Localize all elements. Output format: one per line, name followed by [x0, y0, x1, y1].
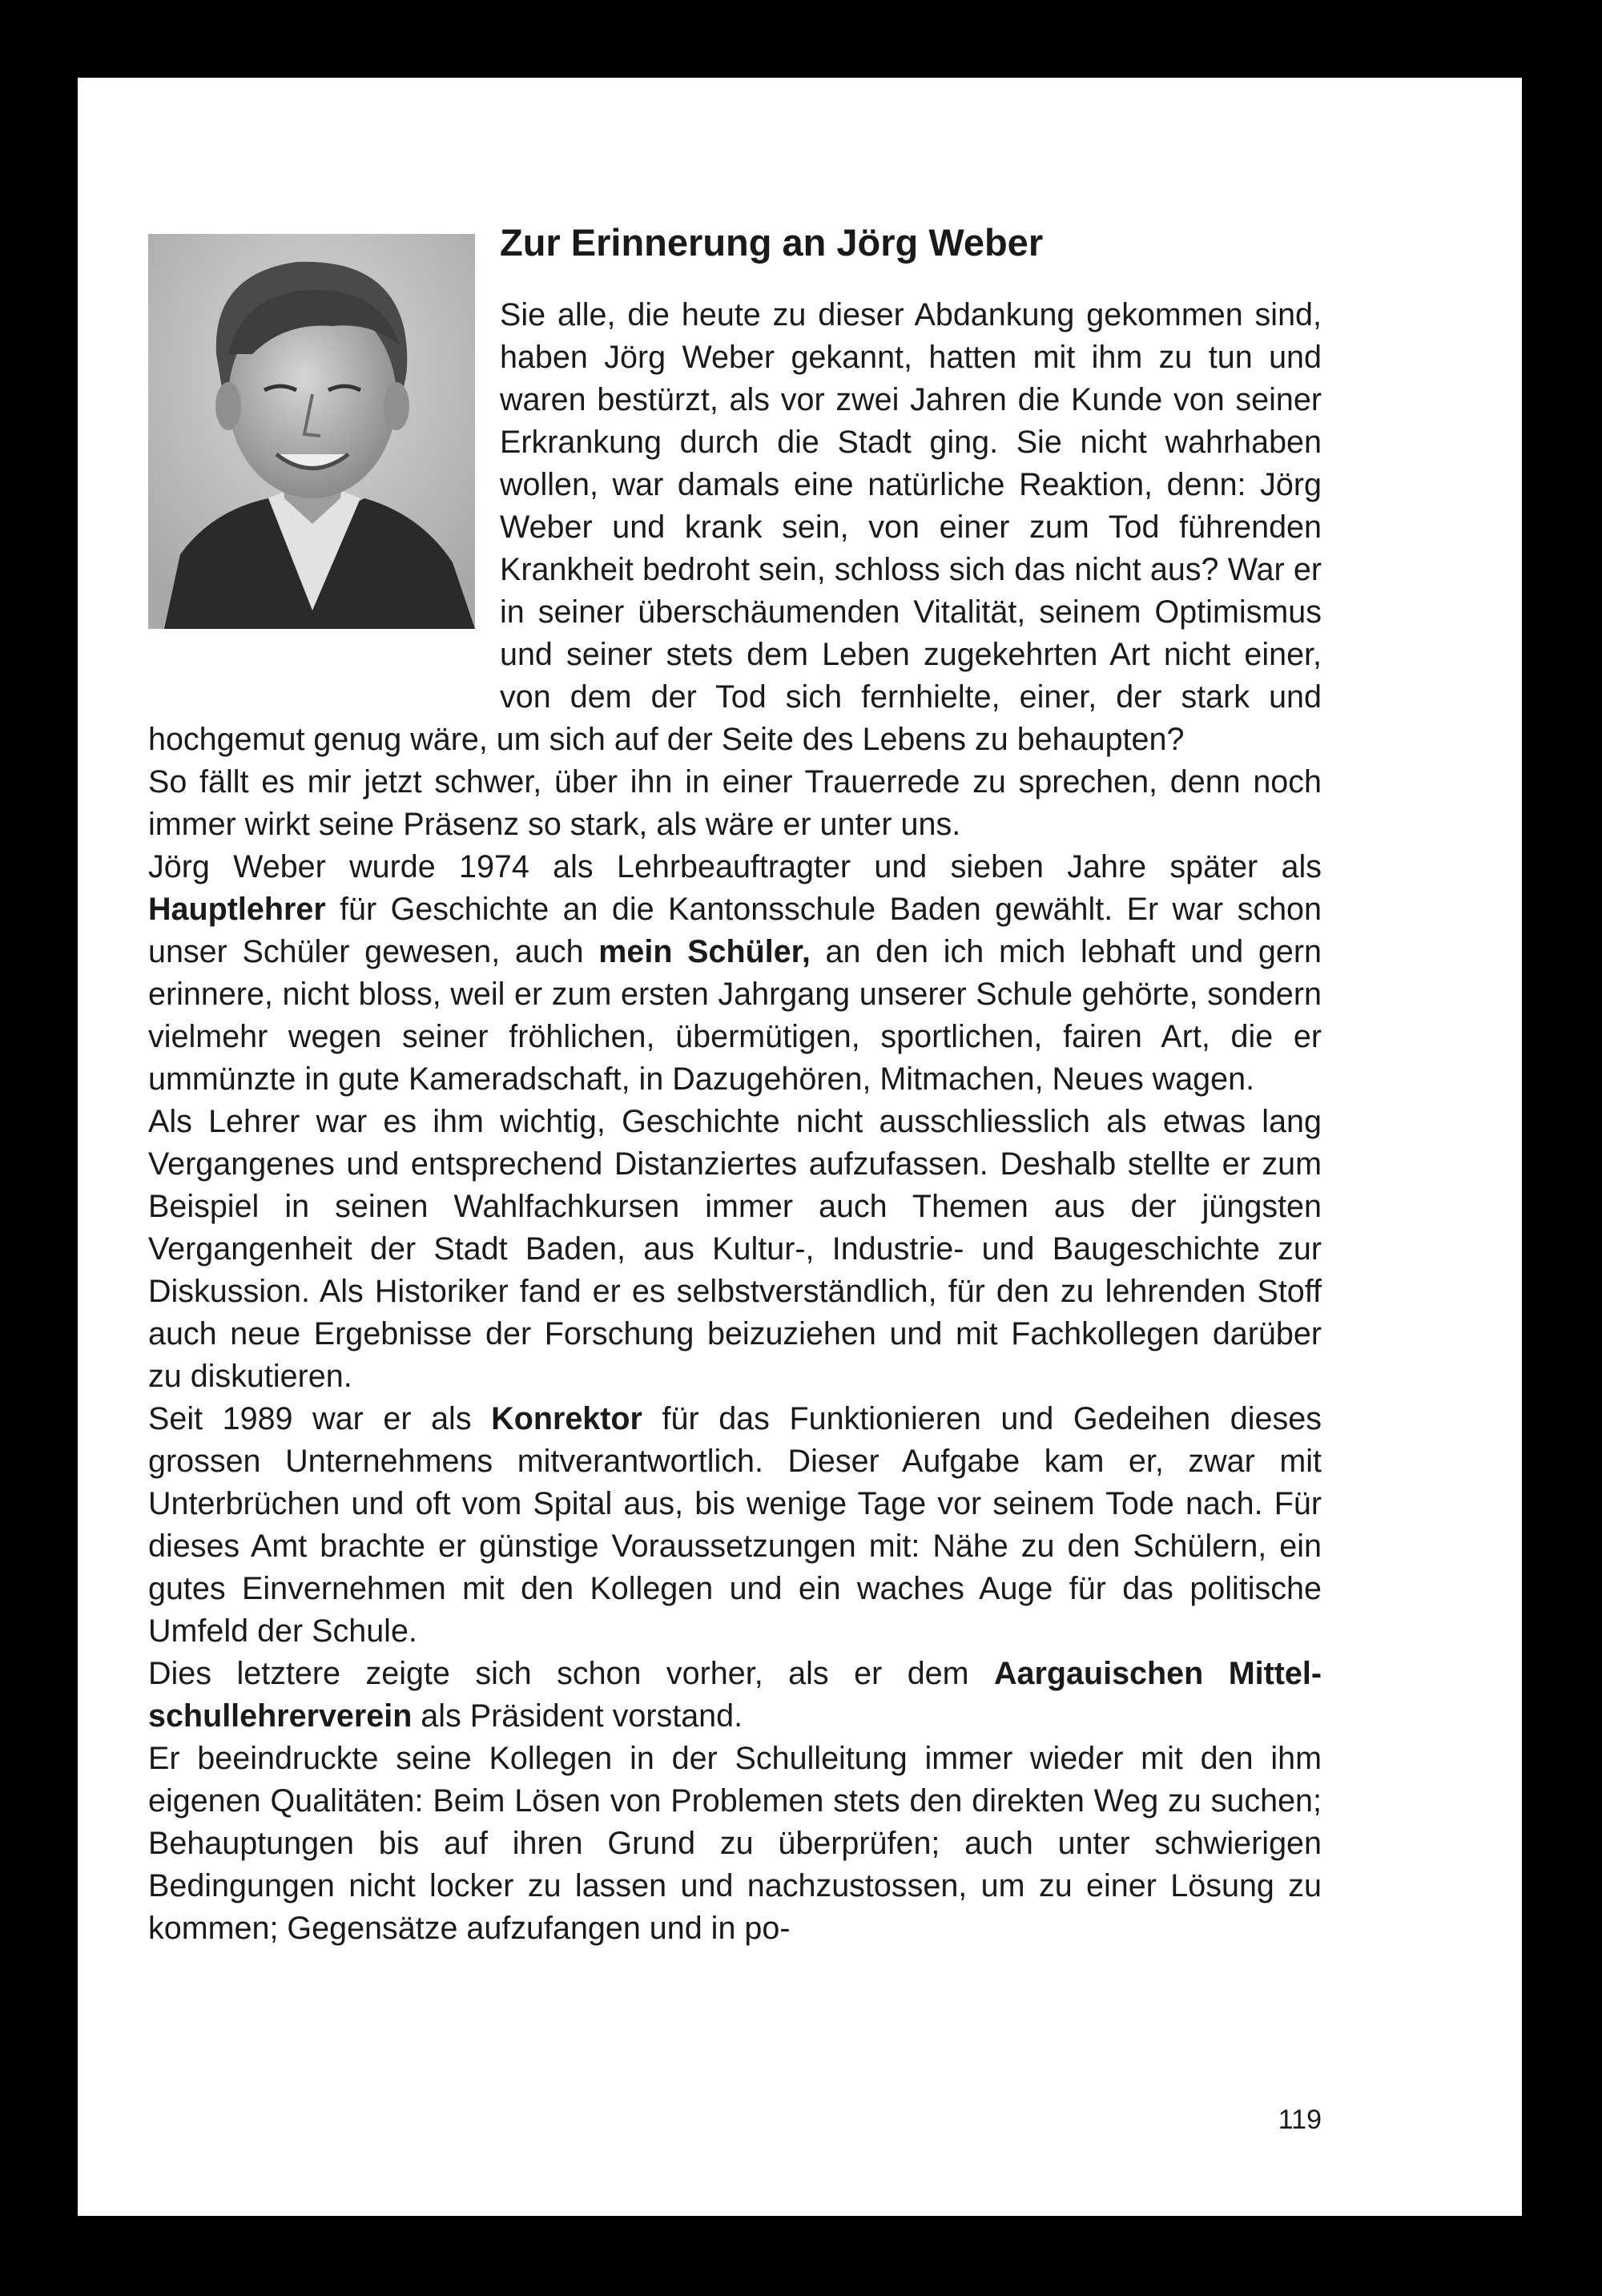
- paragraph-7: Er beeindruckte seine Kollegen in der Schulleitung immer wieder mit den ihm eigenen Qualitäten: Beim Lösen von Problemen stets den direkten Weg zu suchen; Behauptungen bis auf ihren Grund zu überprüfen; auch unter schwierigen Bedingungen nicht locker zu lassen und nachzustossen, um zu einer Lösung zu kommen; Gegensätze aufzufangen und in po-: [148, 1741, 1322, 1946]
- paragraph-3-text-d: an den ich mich lebhaft und gern erinnere, nicht bloss, weil er zum ersten Jahrgang unserer Schule gehörte, sondern vielmehr wegen seiner fröhlichen, übermütigen, sportlichen, fairen Art, die er ummünzte in gute Kameradschaft, in Dazugehören, Mitmachen, Neues wagen.: [148, 934, 1322, 1097]
- paragraph-6: [148, 1653, 1322, 1738]
- paragraph-2: So fällt es mir jetzt schwer, über ihn in einer Trauerrede zu sprechen, denn noch immer wirkt seine Präsenz so stark, als wäre er unter uns.: [148, 764, 1322, 842]
- photo-wrap-spacer: [148, 294, 500, 719]
- paragraph-3: [148, 846, 1322, 1101]
- paragraph-5-text-c: für das Funktionieren und Gedeihen dieses grossen Unternehmens mitverantwortlich. Dieser Aufgabe kam er, zwar mit Unterbrüchen und oft vom Spital aus, bis wenige Tage vor seinem Tode nach. Für dieses Amt brachte er günstige Voraussetzungen mit: Nähe zu den Schülern, ein gutes Einvernehmen mit den Kollegen und ein waches Auge für das politische Umfeld der Schule.: [148, 1401, 1322, 1649]
- paragraph-5-text-a: Seit 1989 war er als: [148, 1401, 492, 1436]
- bold-konrektor: Konrektor: [491, 1401, 642, 1436]
- paragraph-4: Als Lehrer war es ihm wichtig, Geschichte nicht ausschliesslich als etwas lang Vergangenes und entsprechend Distanziertes aufzufassen. Deshalb stellte er zum Beispiel in seinen Wahlfachkursen immer auch Themen aus der jüngsten Vergangenheit der Stadt Baden, aus Kultur-, Industrie- und Baugeschichte zur Diskussion. Als Historiker fand er es selbstverständlich, für den zu lehrenden Stoff auch neue Ergebnisse der Forschung beizuziehen und mit Fachkollegen darüber zu diskutieren.: [148, 1104, 1322, 1394]
- paragraph-5: [148, 1398, 1322, 1653]
- paragraph-3-text-c: für Geschichte an die Kantonsschule Baden gewählt. Er war schon unser Schüler gewesen, auch: [148, 892, 1322, 969]
- paragraph-1: Sie alle, die heute zu dieser Abdankung gekommen sind, haben Jörg Weber gekannt, hatten mit ihm zu tun und waren bestürzt, als vor zwei Jahren die Kunde von seiner Erkrankung durch die Stadt ging. Sie nicht wahrhaben wollen, war damals eine natürliche Reaktion, denn: Jörg Weber und krank sein, von einer zum Tod führenden Krankheit bedroht sein, schloss sich das nicht aus? War er in seiner überschäumenden Vitalität, seinem Optimismus und seiner stets dem Leben zugekehrten Art nicht einer, von dem der Tod sich fernhielte, einer, der stark und hochgemut genug wäre, um sich auf der Seite des Lebens zu behaupten?: [148, 297, 1322, 757]
- article-title: Zur Erinnerung an Jörg Weber: [500, 221, 1044, 264]
- page-number: 119: [1278, 2105, 1322, 2135]
- bold-hauptlehrer: Hauptlehrer: [148, 892, 326, 927]
- paragraph-3-text-a: Jörg Weber wurde 1974 als Lehrbeauftragter und sieben Jahre später als: [148, 849, 1322, 884]
- bold-verein: Aargauischen Mittelschullehrerverein: [148, 1656, 1322, 1734]
- article-body: [148, 294, 1322, 1950]
- paragraph-6-text-c: als Präsident vorstand.: [412, 1698, 743, 1734]
- paragraph-6-text-a: Dies letztere zeigte sich schon vorher, als er dem: [148, 1656, 995, 1691]
- bold-mein-schueler: mein Schüler,: [598, 934, 811, 969]
- document-page: [78, 78, 1522, 2216]
